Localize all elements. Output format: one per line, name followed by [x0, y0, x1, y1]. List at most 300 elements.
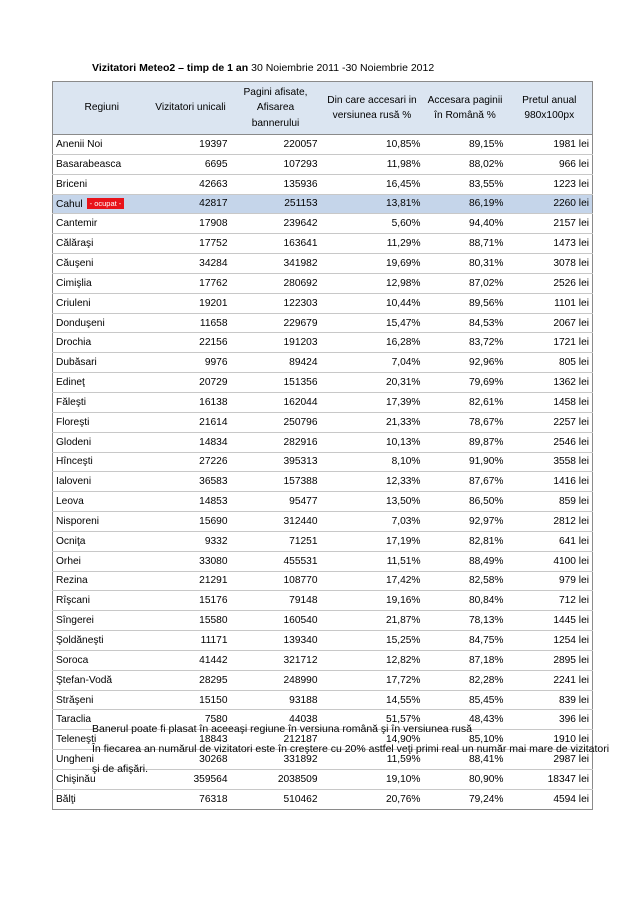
- cell-text: 82,81%: [468, 535, 504, 547]
- cell-text: 2526 lei: [553, 277, 589, 289]
- cell-russian-pct: [321, 789, 424, 809]
- cell-annual-price: [507, 194, 593, 214]
- cell-text: 2812 lei: [553, 515, 589, 527]
- cell-text: 95477: [289, 496, 318, 508]
- cell-text: 151356: [283, 377, 318, 389]
- cell-text: 85,45%: [468, 694, 504, 706]
- cell-text: 122303: [283, 297, 318, 309]
- cell-romanian-pct: [424, 531, 507, 551]
- table-row: [53, 373, 593, 393]
- cell-region: [53, 353, 151, 373]
- cell-text: 2257 lei: [553, 416, 589, 428]
- cell-text: Briceni: [56, 178, 88, 190]
- cell-annual-price: [507, 690, 593, 710]
- cell-region: [53, 650, 151, 670]
- cell-annual-price: [507, 670, 593, 690]
- cell-russian-pct: [321, 571, 424, 591]
- cell-text: 15150: [199, 694, 228, 706]
- cell-unique-visitors: [151, 690, 231, 710]
- cell-text: 17,19%: [385, 535, 421, 547]
- cell-text: 79,24%: [468, 793, 504, 805]
- cell-annual-price: [507, 174, 593, 194]
- cell-text: 16,45%: [385, 178, 421, 190]
- cell-text: 16,28%: [385, 337, 421, 349]
- cell-text: 212187: [283, 734, 318, 746]
- visitors-table: [52, 81, 593, 810]
- cell-region: [53, 194, 151, 214]
- table-row: [53, 135, 593, 155]
- cell-text: 79148: [289, 595, 318, 607]
- cell-annual-price: [507, 512, 593, 532]
- header-romana: Accesara paginii în Română %: [424, 82, 507, 135]
- cell-region: [53, 293, 151, 313]
- cell-text: 83,55%: [468, 178, 504, 190]
- cell-region: [53, 373, 151, 393]
- cell-unique-visitors: [151, 273, 231, 293]
- cell-page-views: [231, 273, 321, 293]
- cell-russian-pct: [321, 392, 424, 412]
- cell-text: 42817: [199, 198, 228, 210]
- table-row: [53, 432, 593, 452]
- cell-region: [53, 631, 151, 651]
- cell-region: [53, 591, 151, 611]
- cell-text: 1473 lei: [553, 238, 589, 250]
- cell-text: 1223 lei: [553, 178, 589, 190]
- cell-region: [53, 551, 151, 571]
- cell-unique-visitors: [151, 353, 231, 373]
- cell-text: 21614: [199, 416, 228, 428]
- cell-text: 11,59%: [386, 754, 421, 766]
- cell-text: Bălţi: [56, 793, 76, 805]
- cell-russian-pct: [321, 174, 424, 194]
- cell-region: [53, 333, 151, 353]
- cell-text: 20729: [199, 377, 228, 389]
- cell-text: 1362 lei: [553, 377, 589, 389]
- cell-text: 13,81%: [385, 198, 421, 210]
- notes: [92, 719, 612, 779]
- cell-region: [53, 273, 151, 293]
- cell-annual-price: [507, 313, 593, 333]
- cell-page-views: [231, 174, 321, 194]
- cell-page-views: [231, 234, 321, 254]
- cell-annual-price: [507, 492, 593, 512]
- cell-page-views: [231, 412, 321, 432]
- cell-text: Cantemir: [56, 218, 98, 230]
- cell-text: 20,31%: [385, 377, 421, 389]
- cell-annual-price: [507, 412, 593, 432]
- cell-annual-price: [507, 214, 593, 234]
- cell-text: 321712: [283, 654, 318, 666]
- cell-russian-pct: [321, 591, 424, 611]
- note-banner-placement: Banerul poate fi plasat în aceeaşi regiune în versiuna română şi în versiunea rusă: [92, 723, 472, 735]
- cell-russian-pct: [321, 194, 424, 214]
- cell-text: Chişinău: [56, 773, 96, 785]
- cell-romanian-pct: [424, 373, 507, 393]
- cell-text: 28295: [199, 674, 228, 686]
- cell-text: 21,87%: [385, 615, 421, 627]
- cell-page-views: [231, 254, 321, 274]
- cell-text: 44038: [289, 714, 318, 726]
- cell-russian-pct: [321, 353, 424, 373]
- cell-unique-visitors: [151, 571, 231, 591]
- table-row: [53, 571, 593, 591]
- cell-romanian-pct: [424, 650, 507, 670]
- cell-unique-visitors: [151, 551, 231, 571]
- cell-text: 3078 lei: [553, 257, 589, 269]
- cell-annual-price: [507, 452, 593, 472]
- cell-text: 17908: [199, 218, 228, 230]
- cell-romanian-pct: [424, 690, 507, 710]
- cell-page-views: [231, 551, 321, 571]
- cell-text: Teleneşti: [56, 734, 97, 746]
- cell-text: 19,16%: [385, 595, 421, 607]
- cell-text: 8,10%: [391, 456, 421, 468]
- cell-russian-pct: [321, 254, 424, 274]
- table-row: [53, 293, 593, 313]
- cell-text: 79,69%: [468, 377, 504, 389]
- table-row: [53, 333, 593, 353]
- cell-text: Criuleni: [56, 297, 91, 309]
- cell-region: [53, 174, 151, 194]
- cell-romanian-pct: [424, 432, 507, 452]
- cell-text: 712 lei: [558, 595, 589, 607]
- header-regiuni: Regiuni: [53, 82, 151, 135]
- cell-page-views: [231, 353, 321, 373]
- cell-page-views: [231, 472, 321, 492]
- cell-text: 805 lei: [558, 357, 589, 369]
- cell-text: Rezina: [56, 575, 88, 587]
- cell-text: 87,02%: [468, 277, 504, 289]
- cell-russian-pct: [321, 650, 424, 670]
- cell-text: 15176: [199, 595, 228, 607]
- cell-text: 341982: [283, 257, 318, 269]
- cell-unique-visitors: [151, 154, 231, 174]
- cell-text: 13,50%: [385, 496, 421, 508]
- cell-text: Rîşcani: [56, 595, 90, 607]
- cell-page-views: [231, 670, 321, 690]
- cell-text: 7,04%: [391, 357, 421, 369]
- cell-text: 1981 lei: [553, 138, 589, 150]
- cell-unique-visitors: [151, 452, 231, 472]
- title-period: 30 Noiembrie 2011 -30 Noiembrie 2012: [248, 62, 435, 74]
- cell-text: Ungheni: [56, 754, 94, 766]
- cell-annual-price: [507, 353, 593, 373]
- cell-unique-visitors: [151, 492, 231, 512]
- cell-russian-pct: [321, 611, 424, 631]
- table-row: [53, 234, 593, 254]
- cell-page-views: [231, 392, 321, 412]
- cell-text: 15580: [199, 615, 228, 627]
- table-header-row: [53, 82, 593, 135]
- cell-romanian-pct: [424, 194, 507, 214]
- cell-text: 4594 lei: [553, 793, 589, 805]
- cell-page-views: [231, 135, 321, 155]
- cell-region: [53, 512, 151, 532]
- table-row: [53, 631, 593, 651]
- cell-region: [53, 472, 151, 492]
- cell-text: Dubăsari: [56, 357, 97, 369]
- cell-annual-price: [507, 472, 593, 492]
- cell-text: 11658: [199, 317, 228, 329]
- cell-unique-visitors: [151, 254, 231, 274]
- cell-page-views: [231, 313, 321, 333]
- document-title: [92, 62, 434, 74]
- cell-text: Făleşti: [56, 396, 87, 408]
- cell-region: [53, 154, 151, 174]
- cell-text: Donduşeni: [56, 317, 105, 329]
- cell-russian-pct: [321, 631, 424, 651]
- cell-text: 9332: [204, 535, 228, 547]
- cell-russian-pct: [321, 273, 424, 293]
- table-row: [53, 452, 593, 472]
- cell-text: 89424: [289, 357, 318, 369]
- cell-text: 162044: [283, 396, 318, 408]
- cell-text: 15,47%: [385, 317, 421, 329]
- cell-text: 86,50%: [468, 496, 504, 508]
- cell-romanian-pct: [424, 789, 507, 809]
- cell-text: 107293: [283, 158, 318, 170]
- cell-text: 88,49%: [468, 555, 504, 567]
- cell-text: Cahul: [56, 198, 83, 210]
- cell-russian-pct: [321, 313, 424, 333]
- cell-region: [53, 254, 151, 274]
- cell-unique-visitors: [151, 670, 231, 690]
- cell-romanian-pct: [424, 670, 507, 690]
- cell-russian-pct: [321, 551, 424, 571]
- cell-russian-pct: [321, 214, 424, 234]
- cell-romanian-pct: [424, 293, 507, 313]
- table-row: [53, 412, 593, 432]
- table-row: [53, 531, 593, 551]
- cell-text: 15690: [199, 515, 228, 527]
- cell-text: 92,97%: [468, 515, 504, 527]
- cell-text: 27226: [199, 456, 228, 468]
- cell-romanian-pct: [424, 313, 507, 333]
- cell-page-views: [231, 452, 321, 472]
- cell-russian-pct: [321, 492, 424, 512]
- cell-text: 15,25%: [385, 635, 421, 647]
- cell-text: 979 lei: [558, 575, 589, 587]
- cell-text: 88,02%: [468, 158, 504, 170]
- cell-text: 455531: [283, 555, 318, 567]
- cell-annual-price: [507, 234, 593, 254]
- cell-text: 86,19%: [468, 198, 504, 210]
- cell-annual-price: [507, 531, 593, 551]
- cell-page-views: [231, 631, 321, 651]
- cell-text: 2038509: [277, 773, 318, 785]
- cell-text: Călăraşi: [56, 238, 94, 250]
- cell-region: [53, 432, 151, 452]
- cell-unique-visitors: [151, 412, 231, 432]
- cell-text: 1458 lei: [553, 396, 589, 408]
- cell-text: 21291: [199, 575, 228, 587]
- cell-text: 11,51%: [386, 555, 421, 567]
- cell-text: 160540: [283, 615, 318, 627]
- cell-text: 48,43%: [468, 714, 504, 726]
- cell-russian-pct: [321, 472, 424, 492]
- cell-region: [53, 611, 151, 631]
- cell-text: 2260 lei: [553, 198, 589, 210]
- cell-text: 9976: [204, 357, 228, 369]
- cell-text: 34284: [199, 257, 228, 269]
- cell-text: 19,10%: [385, 773, 421, 785]
- table-row: [53, 194, 593, 214]
- cell-text: 2987 lei: [553, 754, 589, 766]
- cell-annual-price: [507, 254, 593, 274]
- cell-page-views: [231, 611, 321, 631]
- cell-text: 89,15%: [468, 138, 504, 150]
- cell-text: 282916: [283, 436, 318, 448]
- table-row: [53, 611, 593, 631]
- cell-romanian-pct: [424, 214, 507, 234]
- cell-russian-pct: [321, 432, 424, 452]
- cell-text: 17752: [199, 238, 228, 250]
- cell-text: 229679: [283, 317, 318, 329]
- cell-text: 1445 lei: [553, 615, 589, 627]
- cell-russian-pct: [321, 135, 424, 155]
- cell-text: 157388: [283, 476, 318, 488]
- cell-unique-visitors: [151, 472, 231, 492]
- cell-text: 91,90%: [468, 456, 504, 468]
- cell-region: [53, 789, 151, 809]
- cell-text: Glodeni: [56, 436, 92, 448]
- cell-russian-pct: [321, 690, 424, 710]
- cell-romanian-pct: [424, 392, 507, 412]
- cell-annual-price: [507, 154, 593, 174]
- cell-annual-price: [507, 135, 593, 155]
- cell-text: 2895 lei: [553, 654, 589, 666]
- cell-text: 2067 lei: [553, 317, 589, 329]
- cell-russian-pct: [321, 373, 424, 393]
- cell-annual-price: [507, 650, 593, 670]
- cell-text: 5,60%: [391, 218, 421, 230]
- cell-text: 87,67%: [468, 476, 504, 488]
- table-row: [53, 273, 593, 293]
- cell-unique-visitors: [151, 611, 231, 631]
- cell-romanian-pct: [424, 353, 507, 373]
- cell-romanian-pct: [424, 591, 507, 611]
- cell-unique-visitors: [151, 591, 231, 611]
- table-row: [53, 254, 593, 274]
- cell-romanian-pct: [424, 611, 507, 631]
- cell-page-views: [231, 789, 321, 809]
- cell-region: [53, 313, 151, 333]
- cell-text: 7580: [204, 714, 228, 726]
- cell-text: 3558 lei: [553, 456, 589, 468]
- cell-unique-visitors: [151, 313, 231, 333]
- cell-text: 84,53%: [468, 317, 504, 329]
- table-body: [53, 135, 593, 810]
- cell-romanian-pct: [424, 512, 507, 532]
- cell-page-views: [231, 650, 321, 670]
- cell-page-views: [231, 432, 321, 452]
- cell-text: 92,96%: [468, 357, 504, 369]
- cell-region: [53, 492, 151, 512]
- cell-text: 1910 lei: [553, 734, 589, 746]
- header-pagini: Pagini afisate, Afisarea bannerului: [231, 82, 321, 135]
- cell-text: 966 lei: [558, 158, 589, 170]
- cell-text: 30268: [199, 754, 228, 766]
- cell-romanian-pct: [424, 631, 507, 651]
- cell-text: 93188: [289, 694, 318, 706]
- cell-text: 10,44%: [385, 297, 421, 309]
- cell-text: 82,28%: [468, 674, 504, 686]
- cell-text: 250796: [283, 416, 318, 428]
- cell-annual-price: [507, 432, 593, 452]
- cell-text: 14,90%: [385, 734, 421, 746]
- cell-romanian-pct: [424, 452, 507, 472]
- cell-text: 239642: [283, 218, 318, 230]
- cell-annual-price: [507, 591, 593, 611]
- cell-text: 839 lei: [558, 694, 589, 706]
- cell-romanian-pct: [424, 154, 507, 174]
- cell-text: Basarabeasca: [56, 158, 122, 170]
- cell-text: 251153: [284, 198, 318, 210]
- cell-text: 17,42%: [385, 575, 421, 587]
- cell-text: 139340: [283, 635, 318, 647]
- table-row: [53, 551, 593, 571]
- cell-text: 36583: [199, 476, 228, 488]
- cell-text: 84,75%: [468, 635, 504, 647]
- cell-text: 1721 lei: [553, 337, 589, 349]
- cell-text: 12,33%: [385, 476, 421, 488]
- cell-page-views: [231, 194, 321, 214]
- cell-page-views: [231, 571, 321, 591]
- header-rusa: Din care accesari in versiunea rusă %: [321, 82, 424, 135]
- cell-page-views: [231, 492, 321, 512]
- cell-region: [53, 234, 151, 254]
- cell-text: 89,56%: [468, 297, 504, 309]
- cell-text: 19397: [199, 138, 228, 150]
- cell-text: 16138: [199, 396, 228, 408]
- table-row: [53, 789, 593, 809]
- cell-text: 12,82%: [385, 654, 421, 666]
- cell-text: Sîngerei: [56, 615, 94, 627]
- cell-text: Taraclia: [56, 714, 92, 726]
- cell-text: 19,69%: [385, 257, 421, 269]
- cell-text: 6695: [204, 158, 228, 170]
- cell-region: [53, 571, 151, 591]
- cell-text: 12,98%: [385, 277, 421, 289]
- cell-text: 33080: [199, 555, 228, 567]
- cell-text: Soroca: [56, 654, 89, 666]
- cell-text: 248990: [283, 674, 318, 686]
- cell-text: 42663: [199, 178, 228, 190]
- cell-unique-visitors: [151, 512, 231, 532]
- cell-annual-price: [507, 273, 593, 293]
- cell-text: Anenii Noi: [56, 138, 103, 150]
- cell-text: 76318: [199, 793, 228, 805]
- cell-text: Floreşti: [56, 416, 90, 428]
- cell-page-views: [231, 690, 321, 710]
- cell-annual-price: [507, 631, 593, 651]
- cell-text: 17,72%: [385, 674, 421, 686]
- cell-text: 21,33%: [385, 416, 421, 428]
- cell-region: [53, 690, 151, 710]
- occupied-badge: - ocupat -: [87, 198, 125, 209]
- cell-text: 41442: [199, 654, 228, 666]
- cell-page-views: [231, 333, 321, 353]
- cell-page-views: [231, 214, 321, 234]
- cell-text: 80,84%: [468, 595, 504, 607]
- cell-annual-price: [507, 373, 593, 393]
- cell-russian-pct: [321, 293, 424, 313]
- note-growth: În fiecarea an numărul de vizitatori este în creştere cu 20% astfel veţi primi real un număr mai mare de vizitatori şi de afişări.: [92, 743, 610, 775]
- cell-russian-pct: [321, 333, 424, 353]
- cell-unique-visitors: [151, 293, 231, 313]
- cell-region: [53, 412, 151, 432]
- cell-romanian-pct: [424, 135, 507, 155]
